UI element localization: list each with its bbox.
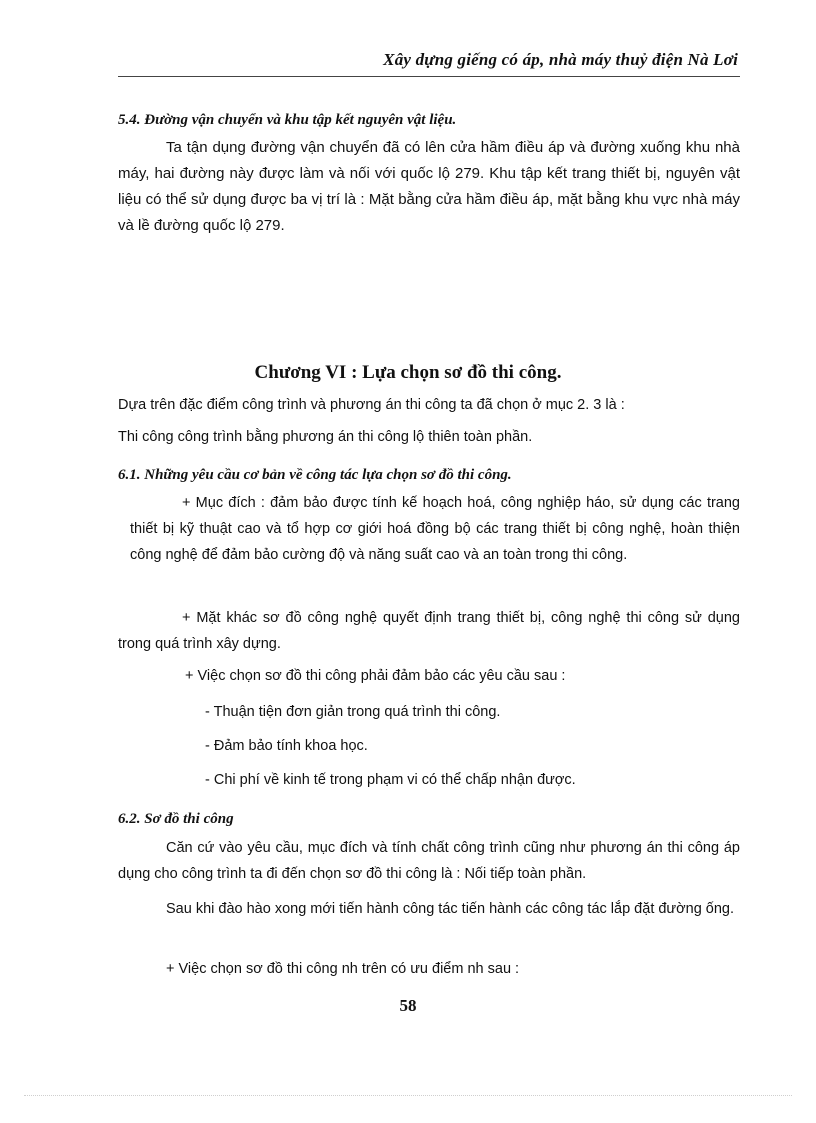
- list-item: - Đảm bảo tính khoa học.: [205, 738, 368, 754]
- section-6-1-requirements: + Việc chọn sơ đồ thi công phải đảm bảo các yêu cầu sau :: [185, 668, 566, 684]
- section-6-2-basis: Căn cứ vào yêu cầu, mục đích và tính chất công trình cũng như phương án thi công áp dụng cho công trình ta đi đến chọn sơ đồ thi công là : Nối tiếp toàn phần.: [118, 840, 740, 882]
- section-5-4-paragraph: Ta tận dụng đường vận chuyển đã có lên cửa hầm điều áp và đường xuống khu nhà máy, hai đường này được làm và nối với quốc lộ 279. Khu tập kết trang thiết bị, nguyên vật liệu có thể sử dụng được ba vị trí là : Mặt bằng cửa hầm điều áp, mặt bằng khu vực nhà máy và lề đường quốc lộ 279.: [118, 139, 740, 234]
- list-item: - Thuận tiện đơn giản trong quá trình thi công.: [205, 704, 501, 720]
- section-6-1-other: + Mặt khác sơ đồ công nghệ quyết định trang thiết bị, công nghệ thi công sử dụng trong quá trình xây dựng.: [118, 610, 740, 652]
- section-6-2-advantages: + Việc chọn sơ đồ thi công nh trên có ưu điểm nh sau :: [166, 961, 520, 977]
- section-5-4-heading: 5.4. Đường vận chuyển và khu tập kết nguyên vật liệu.: [118, 112, 457, 128]
- chapter-intro-1: Dựa trên đặc điểm công trình và phương án thi công ta đã chọn ở mục 2. 3 là :: [118, 397, 625, 413]
- footer-rule: [24, 1095, 792, 1096]
- chapter-title: Chương VI : Lựa chọn sơ đồ thi công.: [254, 362, 562, 383]
- section-6-2-sequence: Sau khi đào hào xong mới tiến hành công tác tiến hành các công tác lắp đặt đường ống.: [166, 901, 735, 917]
- list-item: - Chi phí về kinh tế trong phạm vi có thể chấp nhận được.: [205, 772, 576, 788]
- section-6-2-heading: 6.2. Sơ đồ thi công: [118, 811, 234, 827]
- section-6-1-heading: 6.1. Những yêu cầu cơ bản về công tác lựa chọn sơ đồ thi công.: [118, 467, 512, 483]
- page-number: 58: [399, 996, 417, 1015]
- chapter-intro-2: Thi công công trình bằng phương án thi công lộ thiên toàn phần.: [118, 429, 533, 445]
- section-6-1-purpose: + Mục đích : đảm bảo được tính kế hoạch hoá, công nghiệp háo, sử dụng các trang thiết bị kỹ thuật cao và tổ hợp cơ giới hoá đồng bộ các trang thiết bị công nghệ, hoàn thiện công nghệ để đảm bảo cường độ và năng suất cao và an toàn trong thi công.: [130, 495, 740, 563]
- header-rule: [118, 76, 740, 77]
- running-header: Xây dựng giếng có áp, nhà máy thuỷ điện Nà Lơi: [383, 50, 738, 69]
